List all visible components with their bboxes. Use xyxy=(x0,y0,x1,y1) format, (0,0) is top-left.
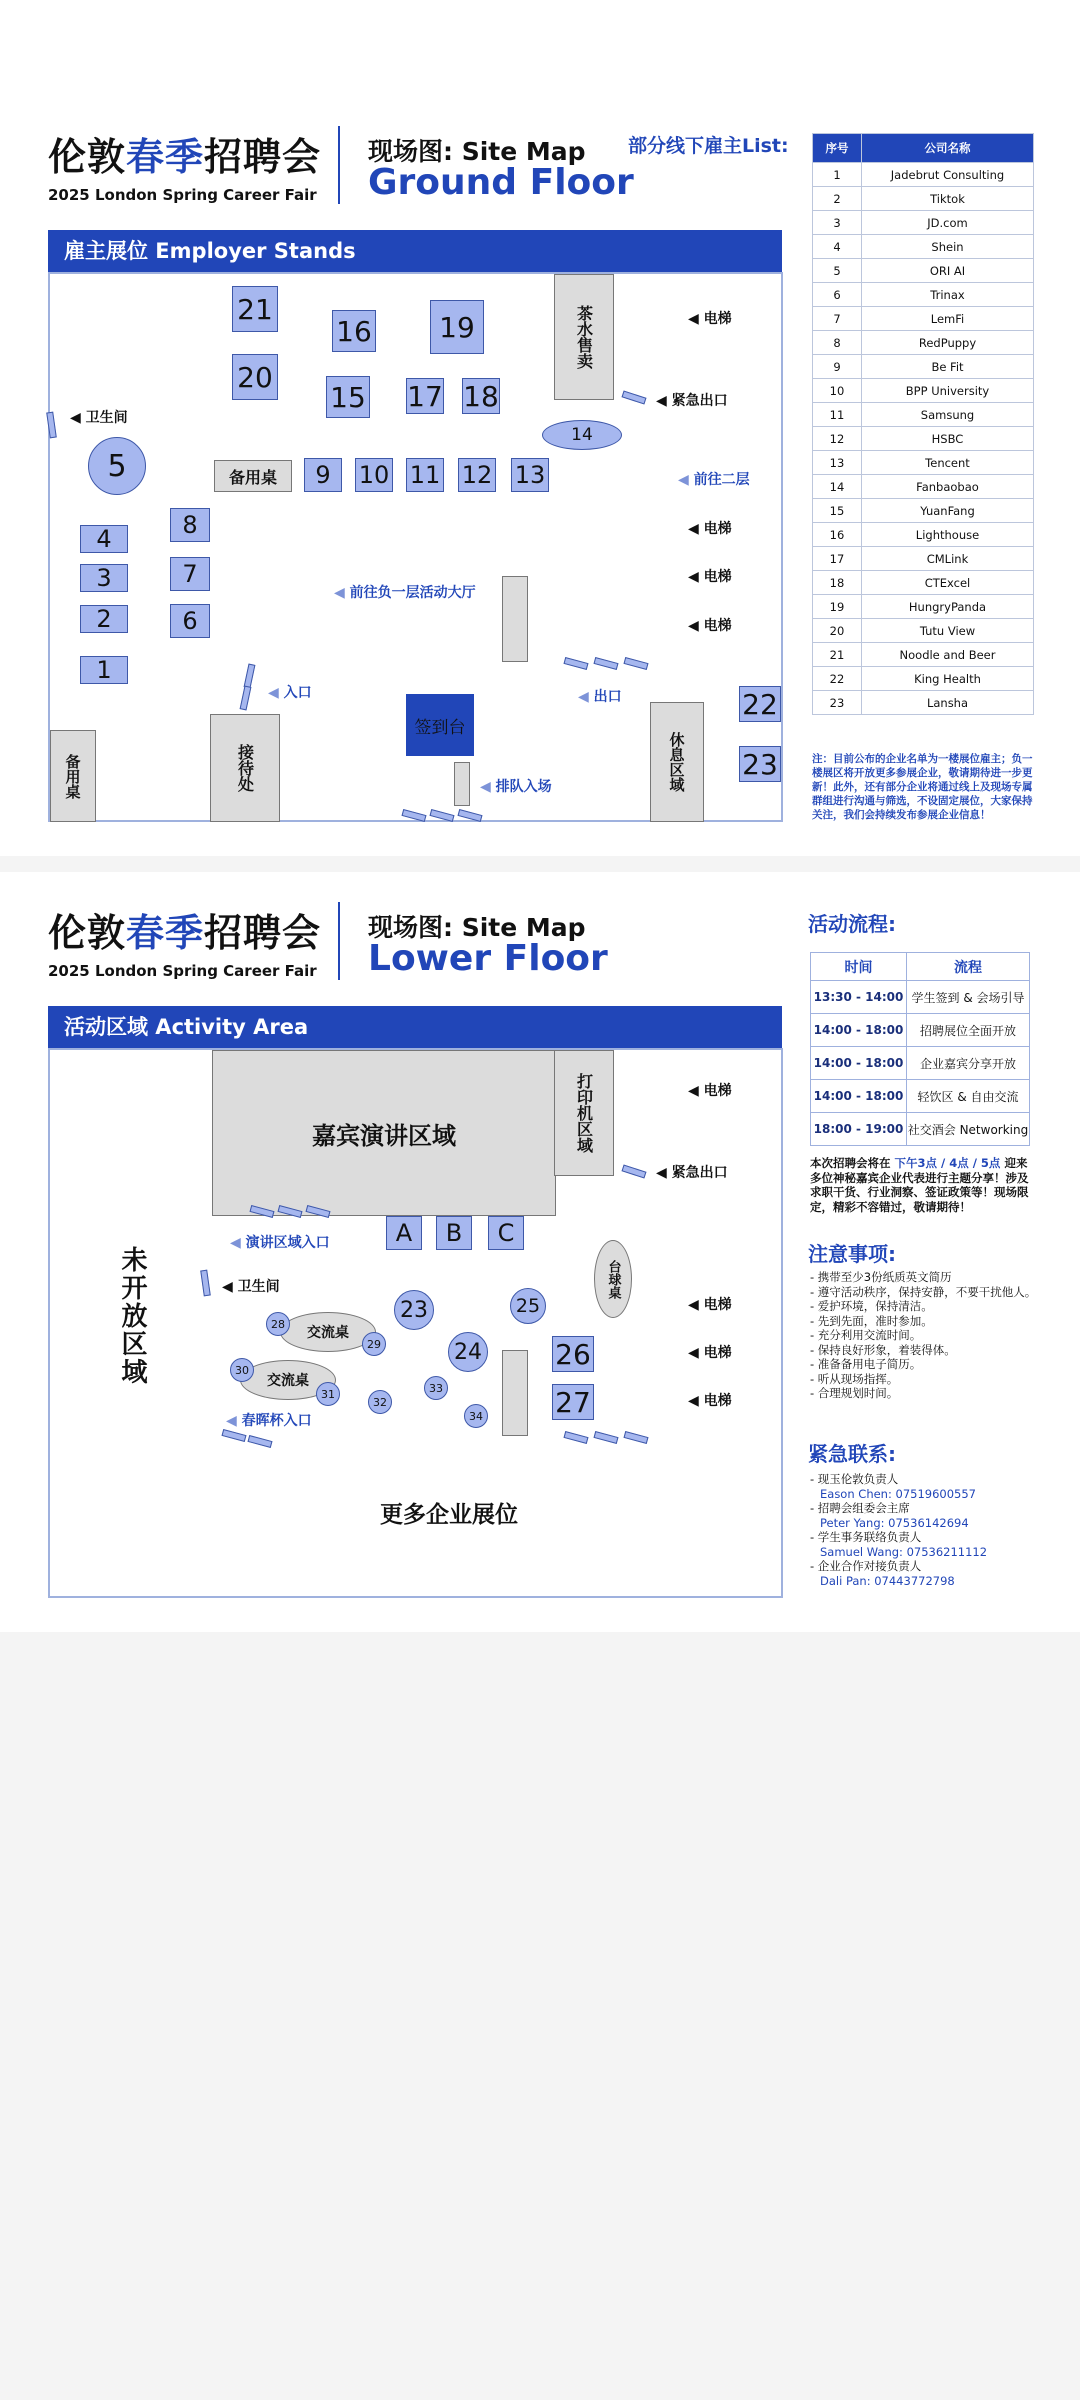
emergency-text: 紧急出口 xyxy=(671,1165,728,1181)
booth-34[interactable]: 34 xyxy=(464,1404,488,1428)
notice-list xyxy=(810,1270,1050,1401)
employer-row xyxy=(813,331,1034,355)
lower-floor-map xyxy=(48,1048,783,1598)
employer-index: 13 xyxy=(813,451,862,475)
booth-B[interactable]: B xyxy=(436,1216,472,1250)
employer-row xyxy=(813,187,1034,211)
employer-table-header xyxy=(813,134,1034,163)
flow-note-text: 本次招聘会将在 xyxy=(810,1156,895,1170)
employer-stands-banner: 雇主展位 Employer Stands xyxy=(48,230,782,272)
schedule-time: 18:00 - 19:00 xyxy=(811,1113,907,1146)
booth-12[interactable]: 12 xyxy=(458,458,496,492)
employer-name: Shein xyxy=(862,235,1034,259)
booth-11[interactable]: 11 xyxy=(406,458,444,492)
spare-table: 备用桌 xyxy=(214,460,292,492)
employer-row xyxy=(813,307,1034,331)
schedule-row xyxy=(811,1113,1030,1146)
booth-2[interactable]: 2 xyxy=(80,605,128,633)
contact-role: - 企业合作对接负责人 xyxy=(810,1559,922,1573)
schedule-activity: 轻饮区 & 自由交流 xyxy=(907,1080,1030,1113)
billiards-table: 台球桌 xyxy=(594,1240,632,1318)
employer-name: YuanFang xyxy=(862,499,1034,523)
exchange-table-1: 交流桌 xyxy=(280,1312,376,1352)
pillar xyxy=(502,576,528,662)
restroom-text: 卫生间 xyxy=(237,1279,280,1295)
elevator-label-3: ◀ 电梯 xyxy=(688,569,732,585)
employer-note: 注：目前公布的企业名单为一楼展位雇主；负一楼展区将开放更多参展企业，敬请期待进一步更新！此外，还有部分企业将通过线上及现场专属群组进行沟通与筛选，不设固定展位，大家保持关注，我们会持续发布参展企业信息！ xyxy=(812,753,1033,821)
employer-index: 19 xyxy=(813,595,862,619)
employer-row xyxy=(813,403,1034,427)
elevator-label-2: ◀ 电梯 xyxy=(688,521,732,537)
contact-role: - 现玉伦敦负责人 xyxy=(810,1472,899,1486)
guest-speech-area: 嘉宾演讲区域 xyxy=(212,1050,556,1216)
queue-label: ◀ 排队入场 xyxy=(480,779,552,795)
queue-text: 排队入场 xyxy=(495,779,552,795)
booth-6[interactable]: 6 xyxy=(170,604,210,638)
booth-24[interactable]: 24 xyxy=(448,1332,488,1372)
booth-C[interactable]: C xyxy=(488,1216,524,1250)
upstairs-text: 前往二层 xyxy=(693,472,750,488)
booth-13[interactable]: 13 xyxy=(511,458,549,492)
speech-entry-label: ◀ 演讲区域入口 xyxy=(230,1235,330,1251)
booth-18[interactable]: 18 xyxy=(463,379,499,413)
schedule-time: 14:00 - 18:00 xyxy=(811,1047,907,1080)
contact-person[interactable]: Peter Yang: 07536142694 xyxy=(820,1515,969,1530)
door xyxy=(222,1429,247,1442)
upstairs-label: ◀ 前往二层 xyxy=(678,472,750,488)
elevator-text: 电梯 xyxy=(703,569,732,585)
emergency-exit-label: ◀ 紧急出口 xyxy=(656,393,728,409)
schedule-time: 14:00 - 18:00 xyxy=(811,1014,907,1047)
employer-row xyxy=(813,499,1034,523)
employer-name: Tencent xyxy=(862,451,1034,475)
employer-index: 1 xyxy=(813,163,862,187)
contact-role: - 招聘会组委会主席 xyxy=(810,1501,910,1515)
downstairs-text: 前往负一层活动大厅 xyxy=(349,585,476,601)
restroom-label: ◀ 卫生间 xyxy=(222,1279,280,1295)
booth-1[interactable]: 1 xyxy=(80,656,128,684)
notice-item: - 准备备用电子简历。 xyxy=(810,1357,922,1371)
employer-list-heading: 部分线下雇主List: xyxy=(628,135,789,157)
contact-person[interactable]: Samuel Wang: 07536211112 xyxy=(820,1544,988,1559)
flow-note xyxy=(810,1156,1038,1214)
schedule-activity: 学生签到 & 会场引导 xyxy=(907,981,1030,1014)
employer-index: 22 xyxy=(813,667,862,691)
downstairs-label: ◀ 前往负一层活动大厅 xyxy=(334,585,476,601)
emergency-text: 紧急出口 xyxy=(671,393,728,409)
employer-index: 11 xyxy=(813,403,862,427)
employer-row xyxy=(813,259,1034,283)
booth-21[interactable]: 21 xyxy=(232,286,278,332)
booth-20[interactable]: 20 xyxy=(232,354,278,400)
flow-heading: 活动流程: xyxy=(808,912,896,936)
booth-25[interactable]: 25 xyxy=(510,1288,546,1324)
notice-item: - 先到先面，准时参加。 xyxy=(810,1313,933,1328)
flow-note-text: 迎来多位神秘嘉宾企业代表进行主题分享！涉及求职干货、行业洞察、签证政策等！现场限定，精彩不容错过，敬请期待！ xyxy=(810,1156,1029,1214)
notice-item: - 充分利用交流时间。 xyxy=(810,1328,922,1342)
employer-row xyxy=(813,523,1034,547)
booth-14[interactable]: 14 xyxy=(542,420,622,450)
schedule-activity: 招聘展位全面开放 xyxy=(907,1014,1030,1047)
booth-9[interactable]: 9 xyxy=(304,458,342,492)
schedule-row xyxy=(811,1014,1030,1047)
floor-title: Lower Floor xyxy=(368,938,608,979)
door xyxy=(594,657,619,670)
activity-area-banner: 活动区域 Activity Area xyxy=(48,1006,782,1048)
door xyxy=(240,686,252,711)
booth-15[interactable]: 15 xyxy=(326,376,370,418)
floor-title: Ground Floor xyxy=(368,162,634,203)
employer-name: CTExcel xyxy=(862,571,1034,595)
employer-index: 12 xyxy=(813,427,862,451)
employer-index: 9 xyxy=(813,355,862,379)
employer-name: HSBC xyxy=(862,427,1034,451)
employer-name: King Health xyxy=(862,667,1034,691)
employer-name: Fanbaobao xyxy=(862,475,1034,499)
door xyxy=(622,1164,647,1178)
employer-row xyxy=(813,355,1034,379)
reception-desk: 接待处 xyxy=(210,714,280,822)
event-title xyxy=(48,126,321,181)
col-time: 时间 xyxy=(811,953,907,981)
elevator-text: 电梯 xyxy=(703,1393,732,1409)
title-part: 伦敦 xyxy=(48,135,127,179)
employer-index: 20 xyxy=(813,619,862,643)
door xyxy=(46,412,57,439)
booth-7[interactable]: 7 xyxy=(170,557,210,591)
tea-sales-area: 茶水售卖 xyxy=(554,274,614,400)
employer-row xyxy=(813,211,1034,235)
employer-name: CMLink xyxy=(862,547,1034,571)
notice-item: - 听从现场指挥。 xyxy=(810,1371,899,1386)
event-title xyxy=(48,902,321,957)
elevator-label-1: ◀ 电梯 xyxy=(688,1083,732,1099)
booth-19[interactable]: 19 xyxy=(430,300,484,354)
booth-16[interactable]: 16 xyxy=(332,310,376,352)
employer-index: 17 xyxy=(813,547,862,571)
rest-area: 休息区域 xyxy=(650,702,704,822)
employer-row xyxy=(813,595,1034,619)
employer-name: Tutu View xyxy=(862,619,1034,643)
schedule-header xyxy=(811,953,1030,981)
col-index: 序号 xyxy=(813,134,862,163)
ground-floor-map xyxy=(48,272,783,822)
schedule-row xyxy=(811,1080,1030,1113)
schedule-row xyxy=(811,981,1030,1014)
booth-23[interactable]: 23 xyxy=(394,1290,434,1330)
contact-list xyxy=(810,1472,1050,1588)
notice-heading: 注意事项: xyxy=(808,1242,896,1266)
employer-index: 4 xyxy=(813,235,862,259)
event-subtitle: 2025 London Spring Career Fair xyxy=(48,186,317,204)
employer-row xyxy=(813,643,1034,667)
employer-row xyxy=(813,547,1034,571)
booth-5[interactable]: 5 xyxy=(88,437,146,495)
door xyxy=(564,1431,589,1444)
employer-name: Be Fit xyxy=(862,355,1034,379)
booth-17[interactable]: 17 xyxy=(407,379,443,413)
title-divider xyxy=(338,902,340,980)
title-part: 招聘会 xyxy=(204,135,322,179)
elevator-text: 电梯 xyxy=(703,311,732,327)
door xyxy=(248,1435,273,1448)
employer-index: 10 xyxy=(813,379,862,403)
title-divider xyxy=(338,126,340,204)
schedule-table xyxy=(810,952,1030,1146)
booth-A[interactable]: A xyxy=(386,1216,422,1250)
more-employer-booths: 更多企业展位 xyxy=(380,1502,518,1528)
elevator-label-3: ◀ 电梯 xyxy=(688,1345,732,1361)
entrance-text: 入口 xyxy=(283,685,312,701)
employer-row xyxy=(813,451,1034,475)
schedule-row xyxy=(811,1047,1030,1080)
employer-name: HungryPanda xyxy=(862,595,1034,619)
door xyxy=(458,809,483,822)
title-part: 招聘会 xyxy=(204,911,322,955)
schedule-time: 14:00 - 18:00 xyxy=(811,1080,907,1113)
notice-item: - 保持良好形象，着装得体。 xyxy=(810,1342,956,1357)
notice-item: - 携带至少3份纸质英文简历 xyxy=(810,1270,952,1284)
employer-index: 5 xyxy=(813,259,862,283)
employer-index: 6 xyxy=(813,283,862,307)
door xyxy=(402,809,427,822)
exchange-table-2: 交流桌 xyxy=(240,1360,336,1400)
employer-name: LemFi xyxy=(862,307,1034,331)
employer-row xyxy=(813,283,1034,307)
title-part: 伦敦 xyxy=(48,911,127,955)
contact-person[interactable]: Dali Pan: 07443772798 xyxy=(820,1573,955,1588)
contact-role: - 学生事务联络负责人 xyxy=(810,1530,922,1544)
elevator-text: 电梯 xyxy=(703,618,732,634)
title-highlight: 春季 xyxy=(126,911,205,955)
event-subtitle: 2025 London Spring Career Fair xyxy=(48,962,317,980)
cup-entry-text: 春晖杯入口 xyxy=(241,1413,312,1429)
restroom-label: ◀ 卫生间 xyxy=(70,410,128,426)
schedule-time: 13:30 - 14:00 xyxy=(811,981,907,1014)
exit-label: ◀ 出口 xyxy=(578,689,622,705)
employer-row xyxy=(813,163,1034,187)
employer-row xyxy=(813,235,1034,259)
entrance-label: ◀ 入口 xyxy=(268,685,312,701)
elevator-text: 电梯 xyxy=(703,1297,732,1313)
queue-barrier xyxy=(454,762,470,806)
notice-item: - 合理规划时间。 xyxy=(810,1386,899,1400)
employer-index: 21 xyxy=(813,643,862,667)
booth-3[interactable]: 3 xyxy=(80,564,128,592)
booth-8[interactable]: 8 xyxy=(170,508,210,542)
employer-index: 18 xyxy=(813,571,862,595)
flow-note-times: 下午3点 / 4点 / 5点 xyxy=(894,1156,1001,1170)
employer-row xyxy=(813,475,1034,499)
notice-item: - 爱护环境，保持清洁。 xyxy=(810,1299,933,1313)
schedule-activity: 企业嘉宾分享开放 xyxy=(907,1047,1030,1080)
schedule-body xyxy=(811,981,1030,1146)
elevator-text: 电梯 xyxy=(703,1345,732,1361)
elevator-label-2: ◀ 电梯 xyxy=(688,1297,732,1313)
employer-index: 14 xyxy=(813,475,862,499)
booth-27[interactable]: 27 xyxy=(552,1384,594,1420)
ground-floor-panel xyxy=(0,0,1080,856)
col-company: 公司名称 xyxy=(862,134,1034,163)
booth-33[interactable]: 33 xyxy=(424,1376,448,1400)
door xyxy=(564,657,589,670)
employer-name: Trinax xyxy=(862,283,1034,307)
booth-23[interactable]: 23 xyxy=(739,746,781,782)
employer-name: Samsung xyxy=(862,403,1034,427)
notice-item: - 遵守活动秩序，保持安静，不要干扰他人。 xyxy=(810,1284,1037,1299)
title-highlight: 春季 xyxy=(126,135,205,179)
booth-22[interactable]: 22 xyxy=(739,686,781,722)
employer-name: RedPuppy xyxy=(862,331,1034,355)
employer-name: Jadebrut Consulting xyxy=(862,163,1034,187)
door xyxy=(430,809,455,822)
employer-row xyxy=(813,571,1034,595)
door xyxy=(624,657,649,670)
elevator-text: 电梯 xyxy=(703,521,732,537)
printer-area: 打印机区域 xyxy=(554,1050,614,1176)
employer-index: 3 xyxy=(813,211,862,235)
lower-floor-panel xyxy=(0,872,1080,1632)
booth-4[interactable]: 4 xyxy=(80,525,128,553)
elevator-text: 电梯 xyxy=(703,1083,732,1099)
exit-text: 出口 xyxy=(593,689,622,705)
schedule-activity: 社交酒会 Networking xyxy=(907,1113,1030,1146)
booth-10[interactable]: 10 xyxy=(355,458,393,492)
emergency-exit-label: ◀ 紧急出口 xyxy=(656,1165,728,1181)
door xyxy=(622,390,647,404)
booth-32[interactable]: 32 xyxy=(368,1390,392,1414)
elevator-label-4: ◀ 电梯 xyxy=(688,1393,732,1409)
employer-row xyxy=(813,619,1034,643)
employer-name: Lansha xyxy=(862,691,1034,715)
employer-name: BPP University xyxy=(862,379,1034,403)
employer-table-body xyxy=(813,163,1034,715)
employer-index: 23 xyxy=(813,691,862,715)
door xyxy=(624,1431,649,1444)
employer-index: 7 xyxy=(813,307,862,331)
employer-name: ORI AI xyxy=(862,259,1034,283)
pillar xyxy=(502,1350,528,1436)
sign-in-desk: 签到台 xyxy=(406,694,474,756)
employer-row xyxy=(813,427,1034,451)
employer-index: 15 xyxy=(813,499,862,523)
employer-index: 8 xyxy=(813,331,862,355)
employer-table xyxy=(812,133,1034,715)
closed-area: 未开放区域 xyxy=(117,1246,147,1386)
door xyxy=(200,1270,211,1297)
employer-name: Tiktok xyxy=(862,187,1034,211)
site-map-label: 现场图: Site Map xyxy=(368,913,586,942)
door xyxy=(594,1431,619,1444)
site-map-label: 现场图: Site Map xyxy=(368,137,586,166)
contact-heading: 紧急联系: xyxy=(808,1442,896,1466)
employer-row xyxy=(813,691,1034,715)
employer-name: JD.com xyxy=(862,211,1034,235)
booth-26[interactable]: 26 xyxy=(552,1336,594,1372)
spare-table-2: 备用桌 xyxy=(50,730,96,822)
booth-31[interactable]: 31 xyxy=(316,1382,340,1406)
employer-index: 16 xyxy=(813,523,862,547)
employer-row xyxy=(813,379,1034,403)
col-process: 流程 xyxy=(907,953,1030,981)
employer-name: Lighthouse xyxy=(862,523,1034,547)
speech-entry-text: 演讲区域入口 xyxy=(245,1235,330,1251)
cup-entry-label: ◀ 春晖杯入口 xyxy=(226,1413,312,1429)
booth-28[interactable]: 28 xyxy=(266,1312,290,1336)
contact-person[interactable]: Eason Chen: 07519600557 xyxy=(820,1486,976,1501)
restroom-text: 卫生间 xyxy=(85,410,128,426)
employer-name: Noodle and Beer xyxy=(862,643,1034,667)
employer-index: 2 xyxy=(813,187,862,211)
elevator-label-1: ◀ 电梯 xyxy=(688,311,732,327)
employer-row xyxy=(813,667,1034,691)
booth-30[interactable]: 30 xyxy=(230,1358,254,1382)
booth-29[interactable]: 29 xyxy=(362,1332,386,1356)
elevator-label-4: ◀ 电梯 xyxy=(688,618,732,634)
